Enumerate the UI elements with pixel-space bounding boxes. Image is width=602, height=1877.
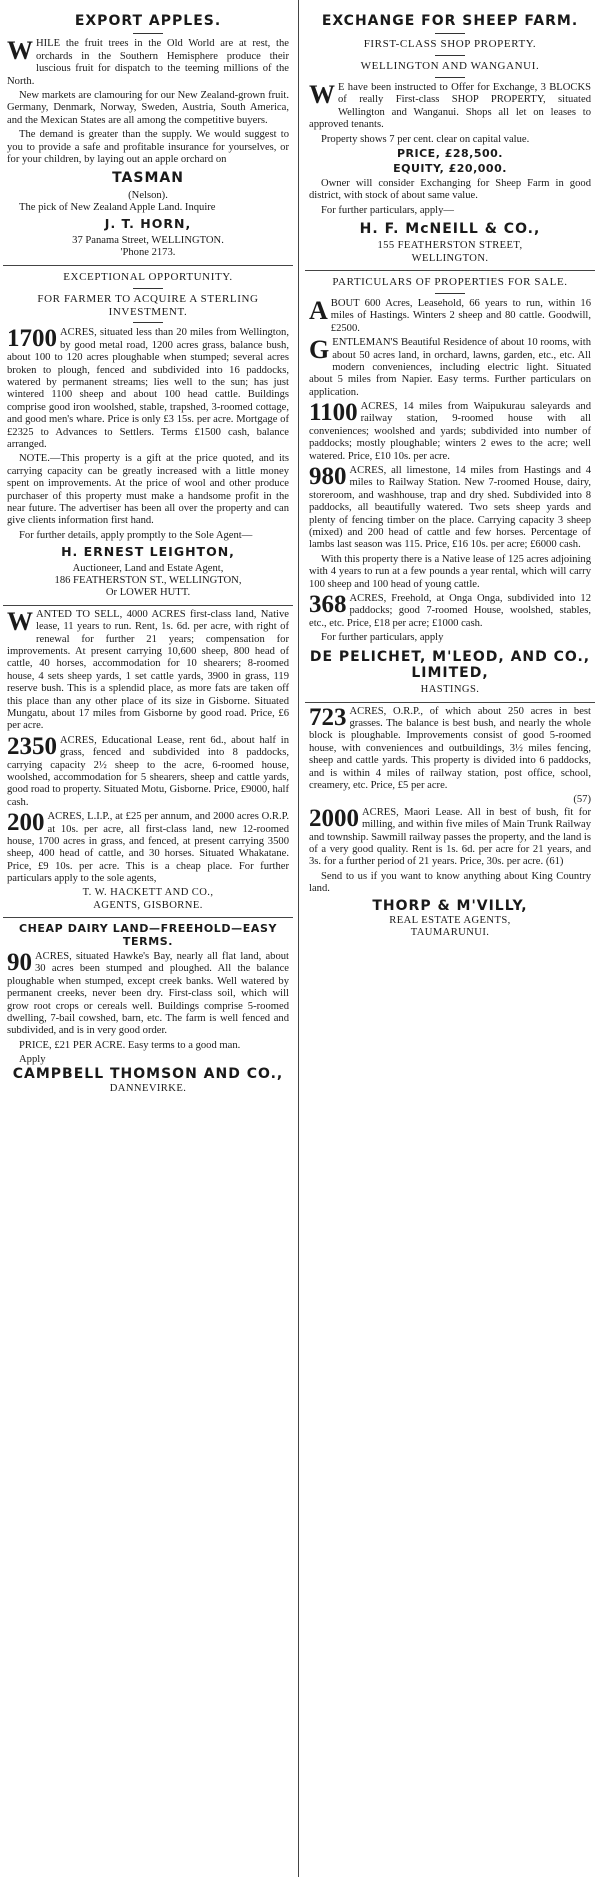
ad-exceptional-opportunity xyxy=(3,266,293,606)
equity-line: EQUITY, £20,000. xyxy=(393,161,507,175)
agent-address: 37 Panama Street, WELLINGTON. xyxy=(72,235,224,247)
drop-cap: W xyxy=(7,606,33,636)
title-rule xyxy=(133,322,163,323)
acreage-number: 2350 xyxy=(7,732,57,760)
title-rule xyxy=(435,33,465,34)
title-rule xyxy=(435,55,465,56)
ad-body: PRICE, £21 PER ACRE. Easy terms to a good man. xyxy=(19,1039,241,1051)
left-column xyxy=(3,6,293,1100)
agent-name: DE PELICHET, M'LEOD, AND CO., LIMITED, xyxy=(309,648,591,681)
place-name: TASMAN xyxy=(112,170,184,187)
ad-thorp-mvilly xyxy=(305,703,595,945)
acreage-number: 2000 xyxy=(309,804,359,832)
title-rule xyxy=(435,77,465,78)
ad-body: Owner will consider Exchanging for Sheep Farm in good district, with stock of about same value. xyxy=(309,177,591,202)
ad-body: For further details, apply promptly to the Sole Agent— xyxy=(19,529,253,541)
ad-body: New markets are clamouring for our New Zealand-grown fruit. Germany, Denmark, Norway, Sweden, Austria, South America, and the Mexican States are all among the competitive buyers. xyxy=(7,89,289,126)
apply-label: Apply xyxy=(19,1054,46,1066)
title-rule xyxy=(133,33,163,34)
listing-2350-acres: 2350 ACRES, Educational Lease, rent 6d., about half in grass, fenced and subdivided into 8 paddocks, carrying capacity 2½ sheep to the acre, 6-roomed house, woolshed, accommodation for 5 shearers, sheep and cattle yards, good road to property. Situated Motu, Gisborne. Price, £9000, half cash. xyxy=(7,732,289,808)
ad-title: PARTICULARS OF PROPERTIES FOR SALE. xyxy=(332,276,568,289)
place-subtitle: (Nelson). xyxy=(128,189,168,201)
ad-body: With this property there is a Native lease of 125 acres adjoining with 4 years to run at a few pounds a year rental, which will carry 100 sheep and 100 head of young cattle. xyxy=(309,553,591,590)
ad-cheap-dairy-land xyxy=(3,918,293,1100)
agent-town: HASTINGS. xyxy=(420,684,480,696)
ad-title: EXCHANGE FOR SHEEP FARM. xyxy=(321,13,579,29)
column-divider xyxy=(298,0,299,1877)
ad-body-intro: W E have been instructed to Offer for Exchange, 3 BLOCKS of really First-class SHOP PROPERTY, situated Wellington and Wanganui. Shops all let on leases to approved tenants. xyxy=(309,80,591,131)
agent-name: H. ERNEST LEIGHTON, xyxy=(61,544,235,560)
listing-2000-acres: 2000 ACRES, Maori Lease. All in best of bush, fit for milling, and within five miles of Main Trunk Railway and township. Sawmill railway passes the property, and the land is of a very good quality. Rent is 1s. 6d. per acre for 21 years, and 3s. for a further period of 21 years. Price, 30s. per acre. (61) xyxy=(309,804,591,868)
listing-723-acres: 723 ACRES, O.R.P., of which about 250 acres in best grasses. The balance is best bush, and nearly the whole block is ploughable. Improvements consist of good 5-roomed house, with conveniences and outbuildings, 3½ miles fencing, sheep and cattle yards. This property is divided into 6 paddocks, and is within 4 miles of railway station, post office, school, creamery, etc. Price, £5 per acre. xyxy=(309,703,591,791)
ad-hackett-gisborne xyxy=(3,606,293,918)
drop-cap: W xyxy=(309,80,335,110)
ad-subtitle: FOR FARMER TO ACQUIRE A STERLING INVESTMENT. xyxy=(37,292,259,318)
listing-1100-acres: 1100 ACRES, 14 miles from Waipukurau saleyards and railway station, 9-roomed house with all conveniences; woolshed and yards; subdivided into number of paddocks; mostly ploughable; winters 2 ewes to the acre; well watered. Price, £10 10s. per acre. xyxy=(309,399,591,462)
acreage-number: 1100 xyxy=(309,399,358,427)
ad-body: NOTE.—This property is a gift at the price quoted, and its carrying capacity can be greatly increased with a little money spent on improvements. At the price of wool and other produce purchaser of this property must make a handsome profit in the near future. The advertiser has been all over the property and can give clients information first hand. xyxy=(7,453,289,527)
ad-title: CHEAP DAIRY LAND—FREEHOLD—EASY TERMS. xyxy=(18,922,278,949)
listing-1700-acres: 1700 ACRES, situated less than 20 miles from Wellington, by good metal road, 1200 acres grass, balance bush, about 100 to 120 acres ploughable when stumped; several acres broken to plough, fenced and subdivided into 16 paddocks, watered by permanent streams; lies well to the sun; has just wintered 1100 sheep and about 100 head cattle. Buildings comprise good iron woolshed, stable, trapshed, 3-roomed cottage, and good men's whare. Price is only £3 15s. per acre. Mortgage of £2325 to Advances to Settlers. Terms £1500 cash, balance arranged. xyxy=(7,325,289,450)
agent-role: REAL ESTATE AGENTS, xyxy=(389,914,511,926)
acreage-number: 1700 xyxy=(7,325,57,353)
agent-address-alt: Or LOWER HUTT. xyxy=(105,587,191,599)
price-line: PRICE, £28,500. xyxy=(396,147,503,161)
listing-200-acres: 200 ACRES, L.I.P., at £25 per annum, and 2000 acres O.R.P. at 10s. per acre, all first-class land, new 12-roomed house, 1700 acres in grass, and fenced, at present carrying 3500 sheep, 400 head of cattle, and 30 horses. Situated Whakatane. Price, £9 10s. per acre. This is a cheap place. For further particulars apply to the sole agents, xyxy=(7,809,289,885)
listing-980-acres: 980 ACRES, all limestone, 14 miles from Hastings and 4 miles to Railway Station. New 7-roomed House, dairy, storeroom, and washhouse, trap and dry shed. Subdivided into 8 paddocks, all beautifully watered. Two sets sheep yards and plenty of fencing timber on the place. Carrying capacity 3 sheep (mixed) and 200 head of cattle and few horses. Percentage of lambs last season was 115. Price, £16 10s. per acre; £6000 cash. xyxy=(309,463,591,551)
listing-residence: GENTLEMAN'S Beautiful Residence of about 10 rooms, with about 50 acres land, in orchard, lawns, garden, etc., etc. All modern conveniences, including electric light. Situated about 5 miles from Napier. Easy terms. Further particulars on application. xyxy=(309,335,591,398)
ad-body: For further particulars, apply— xyxy=(321,204,454,216)
acreage-number: 723 xyxy=(309,703,347,731)
acreage-number: 200 xyxy=(7,809,45,837)
agent-town: DANNEVIRKE. xyxy=(109,1082,187,1094)
ad-subtitle: FIRST-CLASS SHOP PROPERTY. xyxy=(363,38,537,51)
drop-cap: W xyxy=(7,36,33,66)
acreage-number: 980 xyxy=(309,463,347,491)
agent-name: CAMPBELL THOMSON AND CO., xyxy=(12,1066,284,1083)
title-rule xyxy=(435,293,465,294)
listing-4000-acres: WANTED TO SELL, 4000 ACRES first-class land, Native lease, 11 years to run. Rent, 1s. 6d. per acre, with right of renewal for further 21 years; compensation for improvements. At present carrying 10,600 sheep, 800 head of cattle, 40 horses, accommodation for 10 shearers; 8-roomed house, 4 sets sheep yards, 1 set cattle yards, 3900 in grass, 119 reserve bush. This is a splendid place, as more fats are taken off this place than any other place of its size in Gisborne. Situated Mungatu, about 17 miles from Gisborne by good road. Price, £6 per acre. xyxy=(7,606,289,732)
listing-600-acres: ABOUT 600 Acres, Leasehold, 66 years to run, within 16 miles of Hastings. Winters 2 sheep and 80 cattle. Goodwill, £2500. xyxy=(309,295,591,334)
reference-number: (57) xyxy=(573,794,591,806)
ad-title: EXPORT APPLES. xyxy=(74,13,222,29)
ad-body: The demand is greater than the supply. We would suggest to you to provide a safe and profitable insurance for yourselves, or for your children, by laying out an apple orchard on xyxy=(7,129,289,165)
right-column xyxy=(305,6,595,945)
acreage-number: 90 xyxy=(7,948,32,976)
agent-name: THORP & M'VILLY, xyxy=(372,897,528,914)
agent-town: AGENTS, GISBORNE. xyxy=(93,899,203,911)
ad-properties-for-sale xyxy=(305,271,595,703)
ad-body: Property shows 7 per cent. clear on capital value. xyxy=(321,133,530,145)
agent-city: WELLINGTON. xyxy=(411,252,489,264)
drop-cap: G xyxy=(309,335,330,365)
ad-export-apples xyxy=(3,6,293,266)
acreage-number: 368 xyxy=(309,590,347,618)
ad-body: For further particulars, apply xyxy=(321,632,444,644)
ad-body: The pick of New Zealand Apple Land. Inquire xyxy=(19,202,216,214)
title-rule xyxy=(133,288,163,289)
ad-body-intro: WHILE the fruit trees in the Old World are at rest, the orchards in the Southern Hemisphere produce their luscious fruit for dispatch to the teeming millions of the North. xyxy=(7,36,289,87)
reference-number: (61) xyxy=(545,856,564,868)
listing-90-acres: 90 ACRES, situated Hawke's Bay, nearly all flat land, about 30 acres been stumped and ploughed. All the balance ploughable when stumped, except creek banks. Well watered by permanent creeks, never been dry. First-class soil, which will grow root crops or cereals well. Buildings comprise 5-roomed dwelling, 7-bail cowshed, barn, etc. The farm is well fenced and subdivided, and is in very good order. xyxy=(7,948,289,1037)
agent-address: 186 FEATHERSTON ST., WELLINGTON, xyxy=(54,575,242,587)
drop-cap: A xyxy=(309,295,328,325)
agent-name: H. F. McNEILL & CO., xyxy=(359,220,541,237)
agent-phone: 'Phone 2173. xyxy=(120,247,176,259)
agent-name: T. W. HACKETT AND CO., xyxy=(82,887,214,899)
listing-368-acres: 368 ACRES, Freehold, at Onga Onga, subdivided into 12 paddocks; good 7-roomed House, woolshed, stables, etc., etc. Price, £18 per acre; £1000 cash. xyxy=(309,590,591,629)
agent-name: J. T. HORN, xyxy=(104,216,192,232)
agent-role: Auctioneer, Land and Estate Agent, xyxy=(72,562,224,574)
ad-title: EXCEPTIONAL OPPORTUNITY. xyxy=(63,270,233,283)
ad-body: Send to us if you want to know anything about King Country land. xyxy=(309,870,591,895)
ad-subtitle: WELLINGTON AND WANGANUI. xyxy=(360,60,540,73)
agent-address: 155 FEATHERSTON STREET, xyxy=(377,240,523,252)
agent-town: TAUMARUNUI. xyxy=(410,927,490,939)
ad-exchange-sheep-farm xyxy=(305,6,595,271)
